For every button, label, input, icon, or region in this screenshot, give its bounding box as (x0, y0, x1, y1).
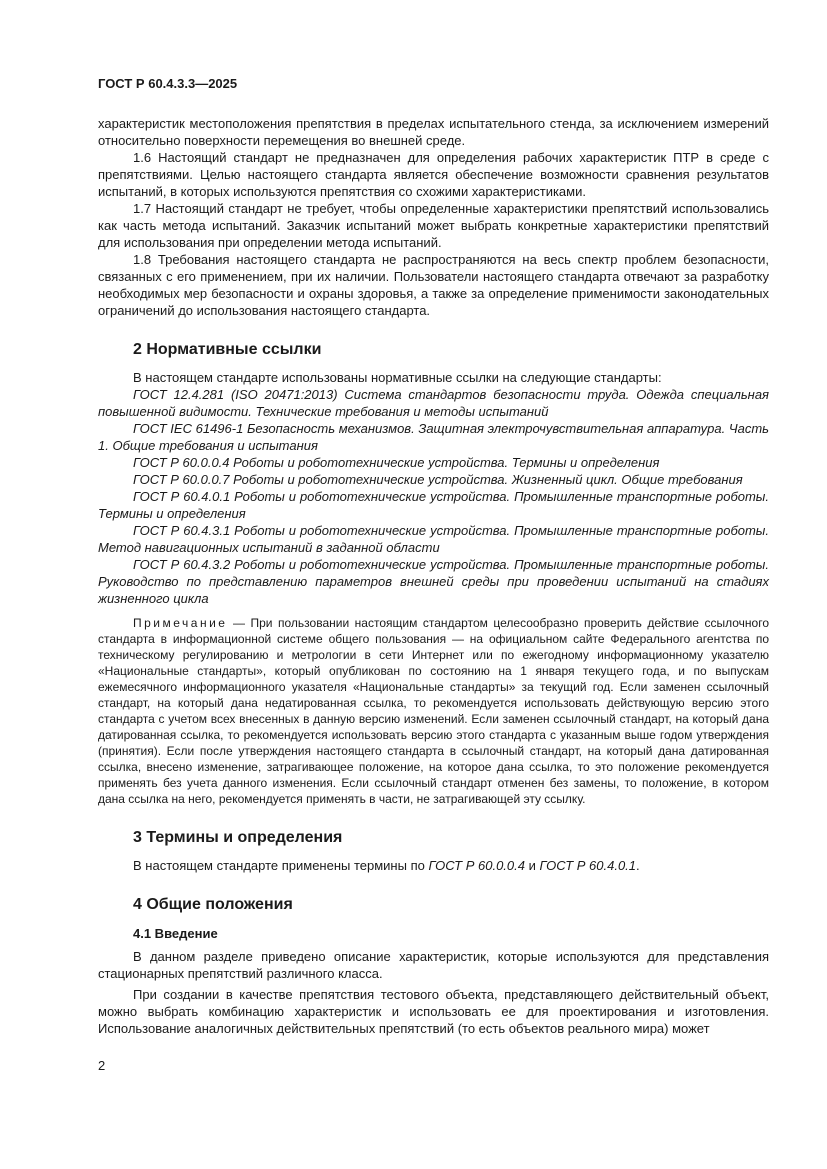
note-block (98, 615, 769, 807)
document-body (98, 115, 769, 1037)
note-label: Примечание (133, 616, 228, 630)
section-4-1-paragraph-2: При создании в качестве препятствия тестового объекта, представляющего действительный объект, можно выбрать комбинацию характеристик и использовать ее для проектирования и изготовления. Использование аналогичных действительных препятствий (то есть объектов реального мира) может (98, 987, 769, 1036)
subsection-4-1-heading: 4.1 Введение (133, 926, 218, 941)
normative-ref: ГОСТ Р 60.0.0.7 Роботы и робототехнические устройства. Жизненный цикл. Общие требования (133, 472, 743, 487)
paragraph-continuation: характеристик местоположения препятствия в пределах испытательного стенда, за исключением измерений относительно поверхности перемещения во внешней среде. (98, 116, 769, 148)
note-text: — При пользовании настоящим стандартом целесообразно проверить действие ссылочного стандарта в информационной системе общего пользования — на официальном сайте Федерального агентства по техническому регулированию и метрологии в сети Интернет или по ежегодному информационному указателю «Национальные стандарты», который опубликован по состоянию на 1 января текущего года, и по выпускам ежемесячного информационного указателя «Национальные стандарты» за текущий год. Если заменен ссылочный стандарт, на который дана недатированная ссылка, то рекомендуется использовать действующую версию этого стандарта с учетом всех внесенных в данную версию изменений. Если заменен ссылочный стандарт, на который дана датированная ссылка, то рекомендуется использовать версию этого стандарта с указанным выше годом утверждения (принятия). Если после утверждения настоящего стандарта в ссылочный стандарт, на который дана датированная ссылка, внесено изменение, затрагивающее положение, на которое дана ссылка, то это положение рекомендуется применять без учета данного изменения. Если ссылочный стандарт отменен без замены, то положение, в котором дана ссылка на него, рекомендуется применять в части, не затрагивающей эту ссылку. (98, 616, 769, 806)
normative-ref: ГОСТ IEC 61496-1 Безопасность механизмов. Защитная электрочувствительная аппаратура. Часть 1. Общие требования и испытания (98, 421, 769, 453)
section-2-heading: 2 Нормативные ссылки (133, 341, 322, 358)
paragraph-1-7: 1.7 Настоящий стандарт не требует, чтобы определенные характеристики препятствий использовались как часть метода испытаний. Заказчик испытаний может выбрать конкретные характеристики препятствий для использования при определении метода испытаний. (98, 201, 769, 250)
normative-ref: ГОСТ Р 60.4.0.1 Роботы и робототехнические устройства. Промышленные транспортные роботы. Термины и определения (98, 489, 769, 521)
paragraph-1-8: 1.8 Требования настоящего стандарта не распространяются на весь спектр проблем безопасности, связанных с его применением, при их наличии. Пользователи настоящего стандарта отвечают за разработку необходимых мер безопасности и охраны здоровья, а также за определение применимости законодательных ограничений до использования настоящего стандарта. (98, 252, 769, 318)
standard-code-header: ГОСТ Р 60.4.3.3—2025 (98, 76, 238, 91)
normative-ref: ГОСТ Р 60.4.3.1 Роботы и робототехнические устройства. Промышленные транспортные роботы. Метод навигационных испытаний в заданной области (98, 523, 769, 555)
section-3-text: В настоящем стандарте применены термины по ГОСТ Р 60.0.0.4 и ГОСТ Р 60.4.0.1. (133, 858, 640, 873)
section-4-heading: 4 Общие положения (133, 896, 293, 913)
normative-ref: ГОСТ Р 60.4.3.2 Роботы и робототехнические устройства. Промышленные транспортные роботы. Руководство по представлению параметров внешней среды при проведении испытаний на стадиях жизненного цикла (98, 557, 769, 606)
normative-ref: ГОСТ Р 60.0.0.4 Роботы и робототехнические устройства. Термины и определения (133, 455, 660, 470)
term-ref-link: ГОСТ Р 60.4.0.1 (539, 858, 637, 873)
section-4-1-paragraph-1: В данном разделе приведено описание характеристик, которые используются для представления стационарных препятствий различного класса. (98, 949, 769, 981)
term-ref-link: ГОСТ Р 60.0.0.4 (428, 858, 525, 873)
section-3-heading: 3 Термины и определения (133, 829, 343, 846)
section-2-lead: В настоящем стандарте использованы нормативные ссылки на следующие стандарты: (133, 370, 662, 385)
page-number: 2 (98, 1058, 106, 1073)
paragraph-1-6: 1.6 Настоящий стандарт не предназначен для определения рабочих характеристик ПТР в среде с препятствиями. Целью настоящего стандарта является обеспечение возможности сравнения результатов испытаний, в которых используются препятствия со схожими характеристиками. (98, 150, 769, 199)
normative-ref: ГОСТ 12.4.281 (ISO 20471:2013) Система стандартов безопасности труда. Одежда специальная повышенной видимости. Технические требования и методы испытаний (98, 387, 769, 419)
